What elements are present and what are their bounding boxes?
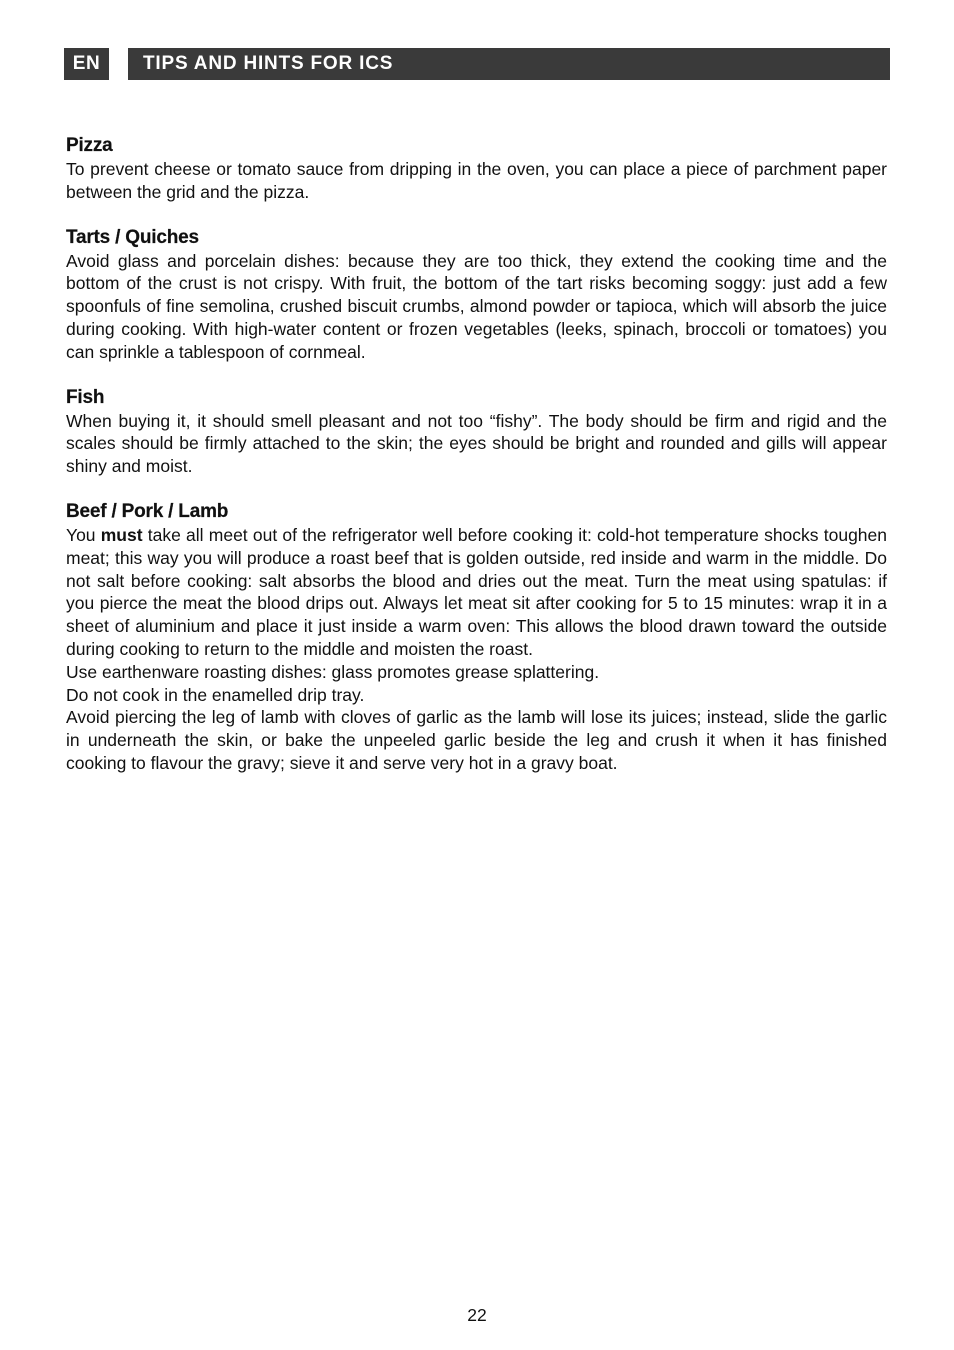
section-heading: Pizza	[66, 135, 113, 156]
section-tarts-quiches	[66, 226, 887, 364]
section-paragraph: When buying it, it should smell pleasant and not too “fishy”. The body should be firm and rigid and the scales should be firmly attached to the skin; the eyes should be bright and rounded and gills will appear shiny and moist.	[66, 410, 887, 477]
section-heading: Tarts / Quiches	[66, 226, 199, 248]
paragraph-text: take all meet out of the refrigerator well before cooking it: cold-hot temperature shocks toughen meat; this way you will produce a roast beef that is golden outside, red inside and warm in the middle. Do not salt before cooking: salt absorbs the blood and dries out the meat. Turn the meat using spatulas: if you pierce the meat the blood drips out. Always let meat sit after cooking for 5 to 15 minutes: wrap it in a sheet of aluminium and place it just inside a warm oven: This allows the blood drawn toward the outside during cooking to return to the middle and moisten the roast.	[66, 524, 887, 659]
document-body	[66, 134, 887, 797]
section-paragraph	[66, 524, 887, 661]
section-heading: Beef / Pork / Lamb	[66, 500, 229, 522]
section-heading: Fish	[66, 386, 105, 408]
section-paragraph: Use earthenware roasting dishes: glass promotes grease splattering.	[66, 661, 600, 682]
section-paragraph: Avoid piercing the leg of lamb with cloves of garlic as the lamb will lose its juices; instead, slide the garlic in underneath the skin, or bake the unpeeled garlic beside the leg and crush it when it has finished cooking to flavour the gravy; sieve it and serve very hot in a gravy boat.	[66, 707, 887, 773]
page-header	[64, 48, 890, 80]
section-paragraph: Avoid glass and porcelain dishes: because they are too thick, they extend the cooking time and the bottom of the crust is not crispy. With fruit, the bottom of the tart risks becoming soggy: just add a few spoonfuls of fine semolina, crushed biscuit crumbs, almond powder or tapioca, which will absorb the juice during cooking. With high-water content or frozen vegetables (leeks, spinach, broccoli or tomatoes) you can sprinkle a tablespoon of cornmeal.	[66, 250, 887, 362]
page-title: TIPS AND HINTS FOR ICS	[128, 48, 890, 80]
emphasis-text: must	[100, 524, 143, 545]
page-number: 22	[467, 1305, 487, 1325]
section-paragraph: Do not cook in the enamelled drip tray.	[66, 684, 365, 705]
language-badge: EN	[64, 48, 109, 80]
section-paragraph: To prevent cheese or tomato sauce from dripping in the oven, you can place a piece of parchment paper between the grid and the pizza.	[66, 159, 887, 202]
section-beef-pork-lamb	[66, 500, 887, 775]
section-pizza	[66, 134, 887, 204]
paragraph-prefix: You	[66, 524, 101, 545]
section-fish	[66, 386, 887, 478]
